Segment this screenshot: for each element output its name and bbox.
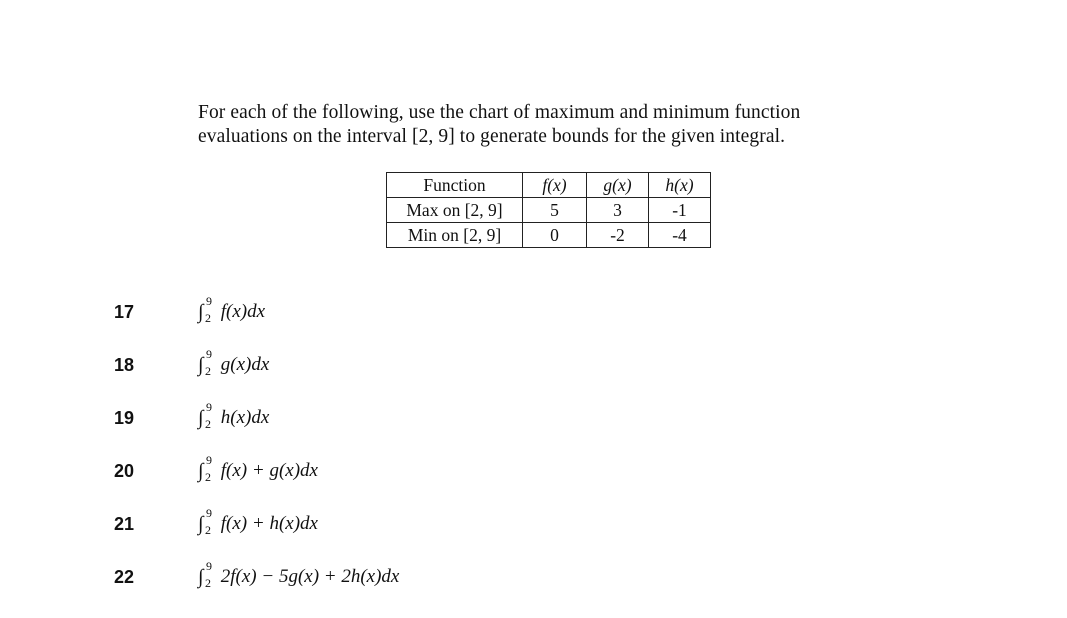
header-f: f(x) xyxy=(523,173,587,198)
integrand: f(x) + h(x)dx xyxy=(220,513,318,534)
cell-min-f: 0 xyxy=(523,223,587,248)
problem-18 xyxy=(0,347,900,380)
header-function: Function xyxy=(387,173,523,198)
instructions xyxy=(198,101,918,149)
problem-number: 22 xyxy=(114,567,135,587)
lower-limit: 2 xyxy=(205,417,211,431)
row-label-max: Max on [2, 9] xyxy=(387,198,523,223)
integral-sign: ∫ 9 2 xyxy=(198,453,212,484)
problem-20 xyxy=(0,453,900,486)
integrand: f(x) + g(x)dx xyxy=(220,460,318,481)
cell-max-g: 3 xyxy=(587,198,649,223)
problem-expression xyxy=(198,559,400,592)
problem-number: 18 xyxy=(114,355,135,375)
problem-expression xyxy=(198,400,270,433)
integral-sign: ∫ 9 2 xyxy=(198,559,212,590)
instructions-line-2: evaluations on the interval [2, 9] to generate bounds for the given integral. xyxy=(198,126,786,147)
problem-number: 20 xyxy=(114,461,135,481)
header-h: h(x) xyxy=(649,173,711,198)
problem-number: 21 xyxy=(114,514,135,534)
upper-limit: 9 xyxy=(206,453,212,467)
problem-17 xyxy=(0,294,900,327)
integral-sign: ∫ 9 2 xyxy=(198,347,212,378)
upper-limit: 9 xyxy=(206,559,212,573)
table-row-max xyxy=(387,198,711,223)
cell-max-h: -1 xyxy=(649,198,711,223)
row-label-min: Min on [2, 9] xyxy=(387,223,523,248)
lower-limit: 2 xyxy=(205,364,211,378)
cell-max-f: 5 xyxy=(523,198,587,223)
lower-limit: 2 xyxy=(205,311,211,325)
problem-21 xyxy=(0,506,900,539)
upper-limit: 9 xyxy=(206,400,212,414)
problem-expression xyxy=(198,506,318,539)
upper-limit: 9 xyxy=(206,347,212,361)
table-header-row xyxy=(387,173,711,198)
problem-expression xyxy=(198,294,266,327)
upper-limit: 9 xyxy=(206,506,212,520)
lower-limit: 2 xyxy=(205,523,211,537)
problem-number: 17 xyxy=(114,302,135,322)
bounds-table xyxy=(386,172,711,248)
integrand: g(x)dx xyxy=(220,354,270,375)
problem-22 xyxy=(0,559,900,592)
instructions-line-1: For each of the following, use the chart of maximum and minimum function xyxy=(198,102,801,123)
table-row-min xyxy=(387,223,711,248)
lower-limit: 2 xyxy=(205,470,211,484)
problem-expression xyxy=(198,347,270,380)
problem-number: 19 xyxy=(114,408,135,428)
integrand: h(x)dx xyxy=(220,407,270,428)
integral-sign: ∫ 9 2 xyxy=(198,506,212,537)
problem-expression xyxy=(198,453,318,486)
integral-sign: ∫ 9 2 xyxy=(198,294,212,325)
lower-limit: 2 xyxy=(205,576,211,590)
integral-sign: ∫ 9 2 xyxy=(198,400,212,431)
problem-19 xyxy=(0,400,900,433)
cell-min-h: -4 xyxy=(649,223,711,248)
cell-min-g: -2 xyxy=(587,223,649,248)
header-g: g(x) xyxy=(587,173,649,198)
integrand: 2f(x) − 5g(x) + 2h(x)dx xyxy=(220,566,400,587)
integrand: f(x)dx xyxy=(220,301,266,322)
upper-limit: 9 xyxy=(206,294,212,308)
